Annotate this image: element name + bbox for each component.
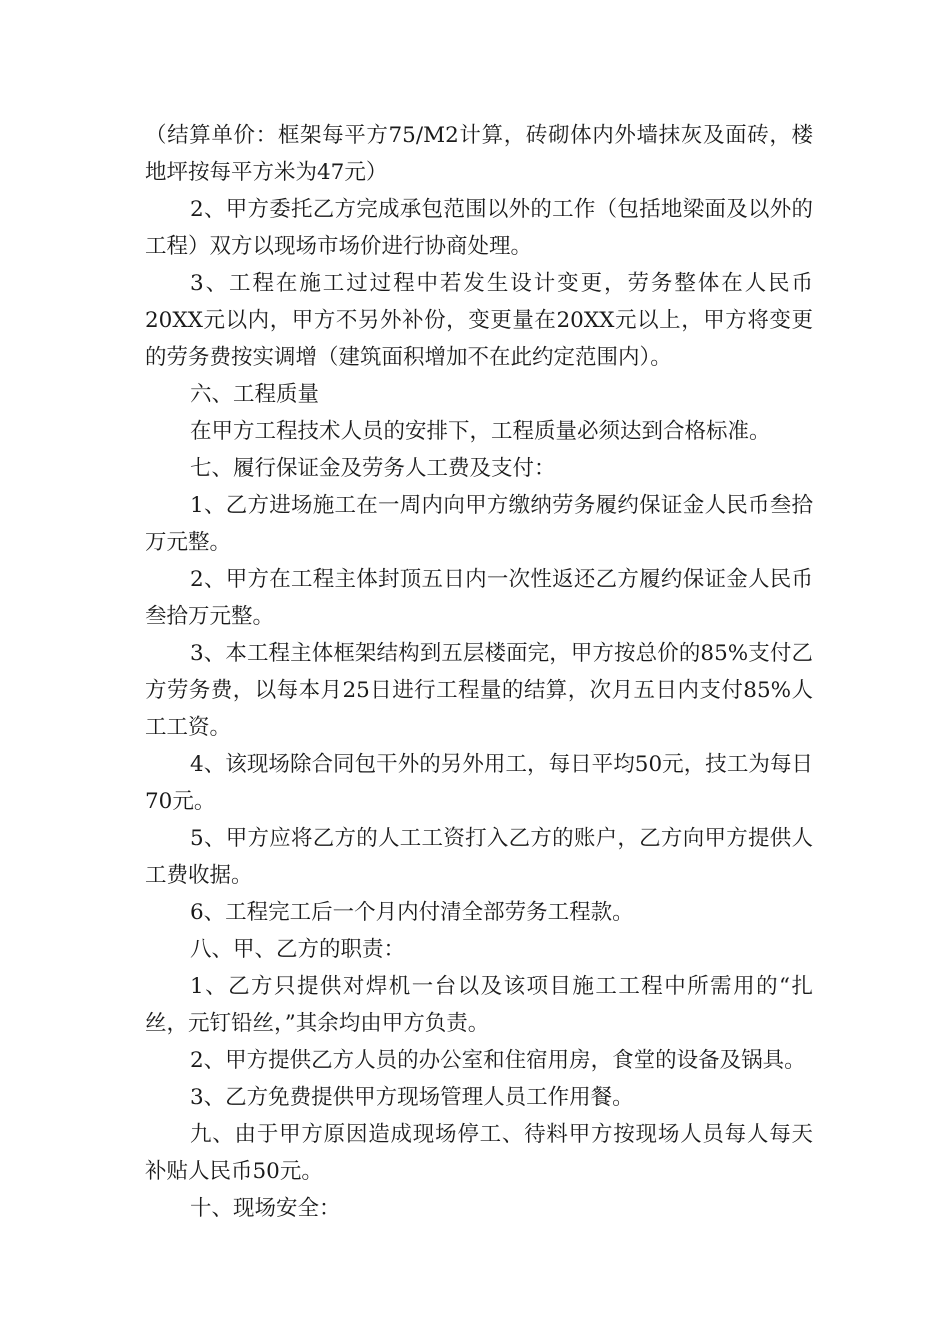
paragraph-7-6-final-payment: 6、工程完工后一个月内付清全部劳务工程款。 [190, 900, 634, 925]
paragraph-clause-2-extra-work: 2、甲方委托乙方完成承包范围以外的工作（包括地梁面及以外的工程）双方以现场市场价进行协商处理。 [145, 197, 813, 259]
paragraph-7-2-deposit-return: 2、甲方在工程主体封顶五日内一次性返还乙方履约保证金人民币叁拾万元整。 [145, 567, 813, 629]
heading-section-7-deposit-payment: 七、履行保证金及劳务人工费及支付： [190, 456, 556, 481]
document-body [145, 117, 813, 1227]
paragraph-7-5-wage-account: 5、甲方应将乙方的人工工资打入乙方的账户，乙方向甲方提供人工费收据。 [145, 826, 813, 888]
heading-section-10-safety: 十、现场安全： [190, 1196, 341, 1221]
paragraph-8-1-equipment: 1、乙方只提供对焊机一台以及该项目施工工程中所需用的“扎丝，元钉铅丝，”其余均由甲方负责。 [145, 974, 813, 1036]
paragraph-quality-standard: 在甲方工程技术人员的安排下，工程质量必须达到合格标准。 [190, 419, 771, 444]
paragraph-clause-3-design-change: 3、工程在施工过过程中若发生设计变更，劳务整体在人民币20XX元以内，甲方不另外补份，变更量在20XX元以上，甲方将变更的劳务费按实调增（建筑面积增加不在此约定范围内）。 [145, 271, 813, 370]
paragraph-7-1-deposit: 1、乙方进场施工在一周内向甲方缴纳劳务履约保证金人民币叁拾万元整。 [145, 493, 813, 555]
paragraph-settlement-price: （结算单价：框架每平方75/M2计算，砖砌体内外墙抹灰及面砖，楼地坪按每平方米为47元） [145, 123, 813, 185]
paragraph-7-3-payment-schedule: 3、本工程主体框架结构到五层楼面完，甲方按总价的85%支付乙方劳务费，以每本月25日进行工程量的结算，次月五日内支付85%人工工资。 [145, 641, 813, 740]
heading-section-6-quality: 六、工程质量 [190, 382, 320, 407]
paragraph-7-4-extra-labor: 4、该现场除合同包干外的另外用工，每日平均50元，技工为每日70元。 [145, 752, 813, 814]
paragraph-8-3-meals: 3、乙方免费提供甲方现场管理人员工作用餐。 [190, 1085, 634, 1110]
paragraph-8-2-accommodation: 2、甲方提供乙方人员的办公室和住宿用房，食堂的设备及锅具。 [190, 1048, 806, 1073]
heading-section-8-duties: 八、甲、乙方的职责： [190, 937, 406, 962]
paragraph-section-9-stoppage: 九、由于甲方原因造成现场停工、待料甲方按现场人员每人每天补贴人民币50元。 [145, 1122, 813, 1184]
